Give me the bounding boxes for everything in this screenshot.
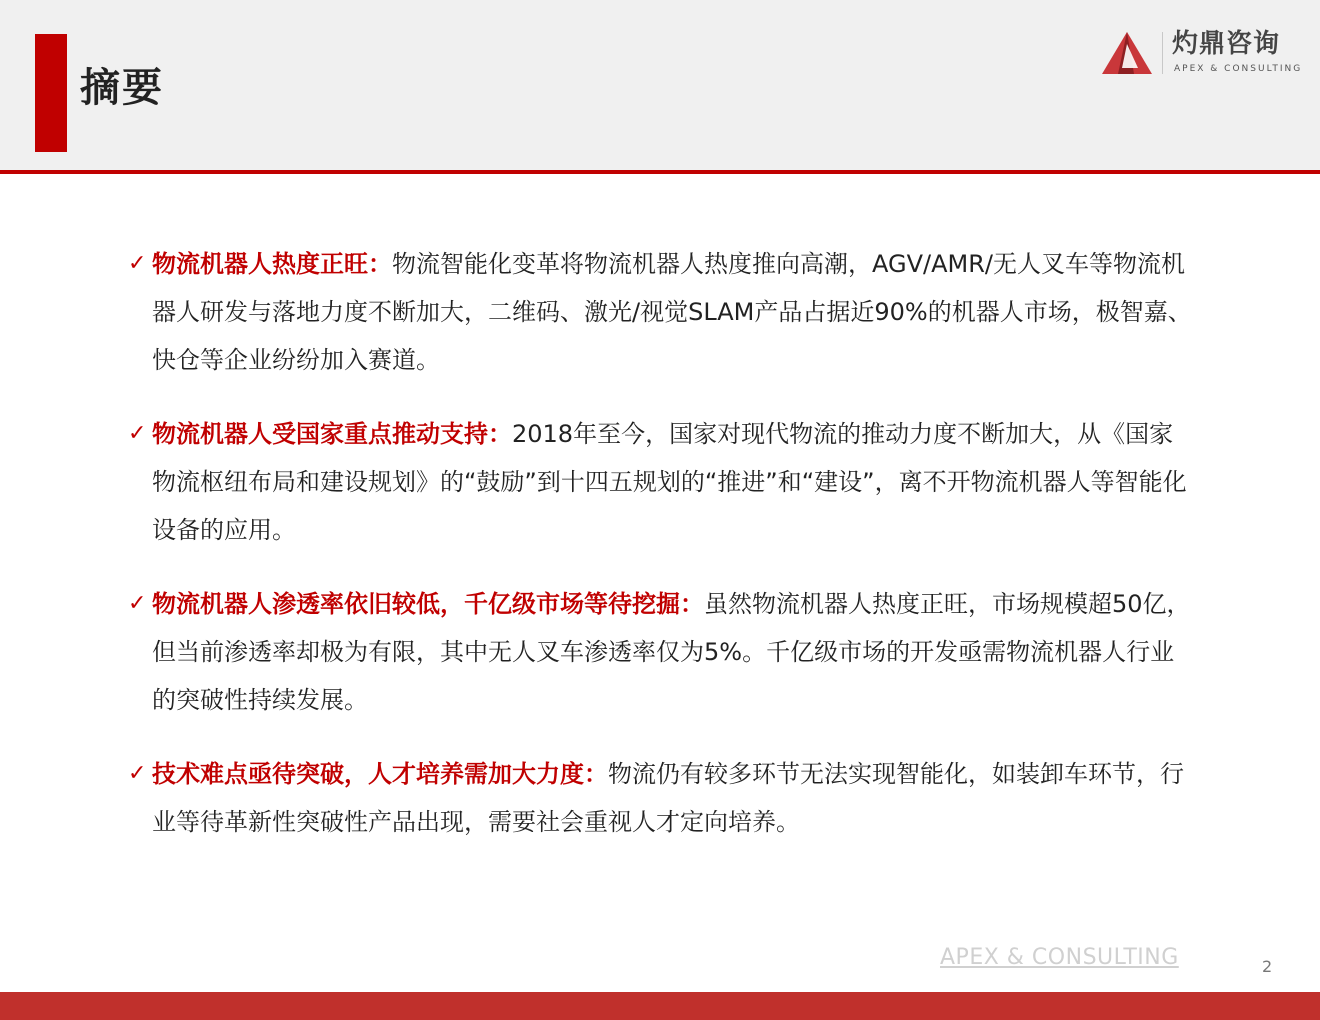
checkmark-icon: ✓ [128, 591, 147, 616]
bullet-body: 虽然物流机器人热度正旺，市场规模超50亿，但当前渗透率却极为有限，其中无人叉车渗透率仅为5%。千亿级市场的开发亟需物流机器人行业的突破性持续发展。 [152, 590, 1191, 714]
header [0, 0, 1320, 170]
page-number: 2 [1262, 957, 1273, 976]
bullet-body: 物流仍有较多环节无法实现智能化，如装卸车环节，行业等待革新性突破性产品出现，需要社会重视人才定向培养。 [152, 760, 1184, 836]
logo [1100, 28, 1305, 78]
logo-english-name: APEX & CONSULTING [1174, 64, 1303, 74]
footer-watermark: APEX & CONSULTING [940, 945, 1179, 970]
header-divider-line [0, 170, 1320, 174]
summary-bullet [128, 240, 1193, 384]
logo-divider [1162, 32, 1163, 74]
checkmark-icon: ✓ [128, 761, 147, 786]
bullet-heading: 物流机器人受国家重点推动支持： [152, 420, 512, 448]
summary-bullet [128, 410, 1193, 554]
bullet-body: 2018年至今，国家对现代物流的推动力度不断加大，从《国家物流枢纽布局和建设规划》的“鼓励”到十四五规划的“推进”和“建设”，离不开物流机器人等智能化设备的应用。 [152, 420, 1187, 544]
checkmark-icon: ✓ [128, 421, 147, 446]
bullet-body: 物流智能化变革将物流机器人热度推向高潮，AGV/AMR/无人叉车等物流机器人研发与落地力度不断加大，二维码、激光/视觉SLAM产品占据近90%的机器人市场，极智嘉、快仓等企业纷纷加入赛道。 [152, 250, 1192, 374]
bullet-heading: 物流机器人热度正旺： [152, 250, 392, 278]
logo-chinese-name: 灼鼎咨询 [1172, 29, 1281, 59]
footer-bar [0, 992, 1320, 1020]
page-title: 摘要 [80, 65, 164, 111]
logo-triangle-icon [1100, 30, 1154, 76]
summary-bullet [128, 580, 1193, 724]
checkmark-icon: ✓ [128, 251, 147, 276]
bullet-heading: 物流机器人渗透率依旧较低，千亿级市场等待挖掘： [152, 590, 704, 618]
title-accent-bar [35, 34, 67, 152]
summary-bullet [128, 750, 1193, 846]
summary-content [128, 240, 1193, 872]
bullet-heading: 技术难点亟待突破，人才培养需加大力度： [152, 760, 608, 788]
